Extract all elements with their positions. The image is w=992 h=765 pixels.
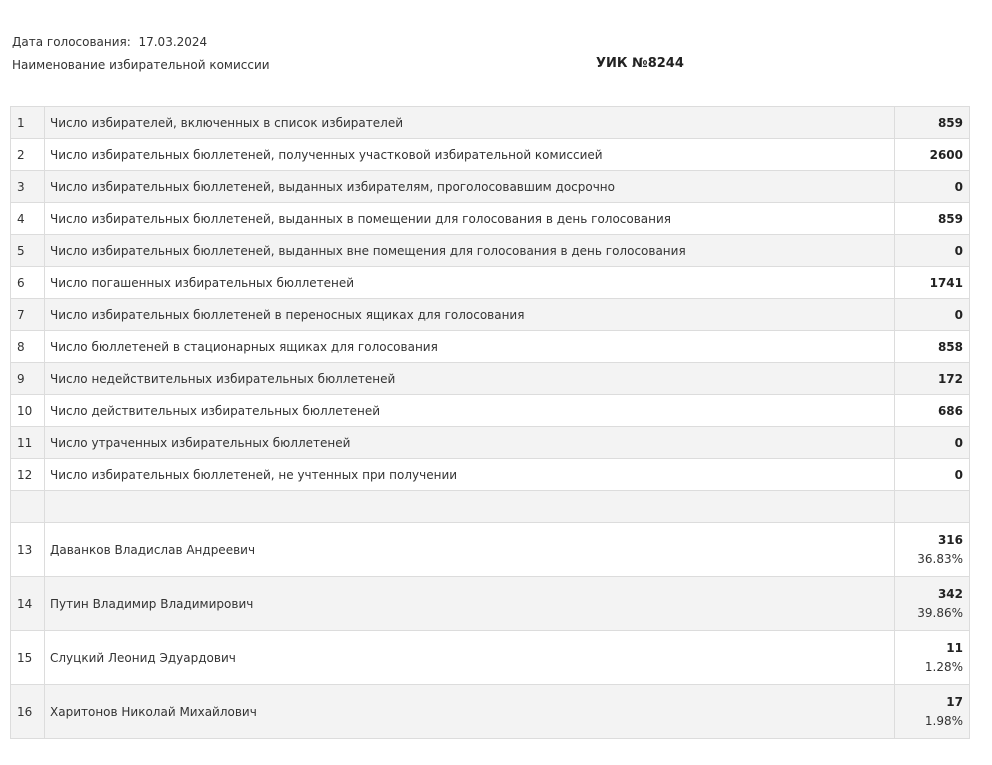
row-number: 11 (11, 427, 45, 459)
row-label: Число избирательных бюллетеней, выданных вне помещения для голосования в день голосования (45, 235, 895, 267)
commission-name: УИК №8244 (596, 56, 684, 71)
table-row (11, 395, 970, 427)
candidate-name: Даванков Владислав Андреевич (45, 523, 895, 577)
row-label: Число избирательных бюллетеней, выданных в помещении для голосования в день голосования (45, 203, 895, 235)
row-value: 2600 (895, 139, 970, 171)
candidate-percent: 1.98% (924, 713, 963, 728)
table-row (11, 203, 970, 235)
row-label: Число погашенных избирательных бюллетеней (45, 267, 895, 299)
row-value: 858 (895, 331, 970, 363)
candidate-votes: 17 (946, 694, 963, 709)
row-label: Число недействительных избирательных бюллетеней (45, 363, 895, 395)
row-label: Число избирательных бюллетеней, полученных участковой избирательной комиссией (45, 139, 895, 171)
row-number: 3 (11, 171, 45, 203)
row-number: 8 (11, 331, 45, 363)
row-label: Число избирательных бюллетеней в переносных ящиках для голосования (45, 299, 895, 331)
row-value: 0 (895, 235, 970, 267)
row-number: 10 (11, 395, 45, 427)
candidate-votes: 11 (946, 640, 963, 655)
candidate-name: Слуцкий Леонид Эдуардович (45, 631, 895, 685)
candidate-result (895, 685, 970, 739)
table-row (11, 363, 970, 395)
row-number: 15 (11, 631, 45, 685)
candidate-result (895, 631, 970, 685)
row-value: 859 (895, 107, 970, 139)
table-row (11, 107, 970, 139)
candidate-name: Путин Владимир Владимирович (45, 577, 895, 631)
candidate-votes: 342 (937, 586, 963, 601)
candidate-votes: 316 (937, 532, 963, 547)
row-value: 0 (895, 299, 970, 331)
voting-date-value: 17.03.2024 (138, 35, 208, 49)
row-number: 7 (11, 299, 45, 331)
candidate-percent: 1.28% (924, 659, 963, 674)
row-label: Число избирателей, включенных в список избирателей (45, 107, 895, 139)
candidate-percent: 36.83% (917, 551, 963, 566)
row-number: 12 (11, 459, 45, 491)
row-value: 172 (895, 363, 970, 395)
candidate-name: Харитонов Николай Михайлович (45, 685, 895, 739)
row-number: 13 (11, 523, 45, 577)
voting-date-label: Дата голосования: (12, 35, 131, 49)
candidate-row (11, 685, 970, 739)
table-row (11, 299, 970, 331)
row-value: 0 (895, 459, 970, 491)
row-number: 4 (11, 203, 45, 235)
table-row (11, 235, 970, 267)
row-value: 686 (895, 395, 970, 427)
table-row (11, 139, 970, 171)
separator-row (11, 491, 970, 523)
row-label: Число избирательных бюллетеней, выданных избирателям, проголосовавшим досрочно (45, 171, 895, 203)
table-row (11, 427, 970, 459)
table-row (11, 171, 970, 203)
candidate-row (11, 577, 970, 631)
row-number: 6 (11, 267, 45, 299)
row-value: 1741 (895, 267, 970, 299)
commission-label: Наименование избирательной комиссии (12, 58, 270, 72)
row-number: 5 (11, 235, 45, 267)
row-label: Число избирательных бюллетеней, не учтенных при получении (45, 459, 895, 491)
candidate-percent: 39.86% (917, 605, 963, 620)
row-number: 1 (11, 107, 45, 139)
row-value: 859 (895, 203, 970, 235)
candidate-result (895, 523, 970, 577)
row-label: Число бюллетеней в стационарных ящиках для голосования (45, 331, 895, 363)
candidate-row (11, 523, 970, 577)
table-row (11, 459, 970, 491)
row-number: 2 (11, 139, 45, 171)
row-label: Число утраченных избирательных бюллетеней (45, 427, 895, 459)
row-number: 9 (11, 363, 45, 395)
row-label: Число действительных избирательных бюллетеней (45, 395, 895, 427)
row-value: 0 (895, 171, 970, 203)
row-number: 14 (11, 577, 45, 631)
voting-date (12, 34, 207, 50)
results-table (10, 106, 970, 739)
row-value: 0 (895, 427, 970, 459)
table-row (11, 267, 970, 299)
candidate-row (11, 631, 970, 685)
candidate-result (895, 577, 970, 631)
table-row (11, 331, 970, 363)
row-number: 16 (11, 685, 45, 739)
